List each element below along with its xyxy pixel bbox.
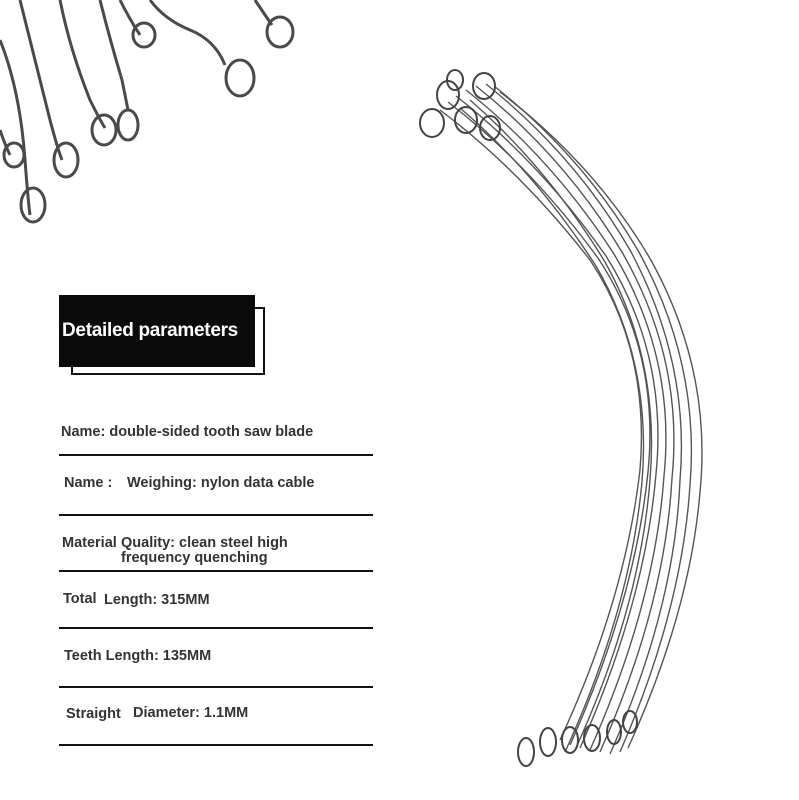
param-label: Name : (64, 475, 113, 491)
param-row-material (59, 516, 373, 572)
saw-blade-bundle (440, 84, 702, 754)
param-row-diameter (59, 688, 373, 746)
param-label: Total (63, 591, 97, 607)
param-value: Length: 315MM (104, 592, 210, 608)
header-title: Detailed parameters (59, 295, 255, 367)
param-row-total-length (59, 572, 373, 629)
param-row-name (59, 400, 373, 456)
parameters-header (59, 295, 269, 379)
param-row-weighing (59, 456, 373, 516)
param-value-line1: Quality: clean steel high (121, 535, 288, 551)
param-value: Weighing: nylon data cable (127, 475, 315, 491)
param-value: Diameter: 1.1MM (133, 705, 249, 721)
param-value-line2: frequency quenching (121, 550, 268, 566)
param-text: Name: double-sided tooth saw blade (61, 424, 314, 440)
param-text: Teeth Length: 135MM (64, 648, 212, 664)
wire-loops-top-left (0, 0, 293, 222)
param-row-teeth-length (59, 629, 373, 688)
param-label: Material (62, 535, 117, 551)
param-label: Straight (66, 706, 121, 722)
